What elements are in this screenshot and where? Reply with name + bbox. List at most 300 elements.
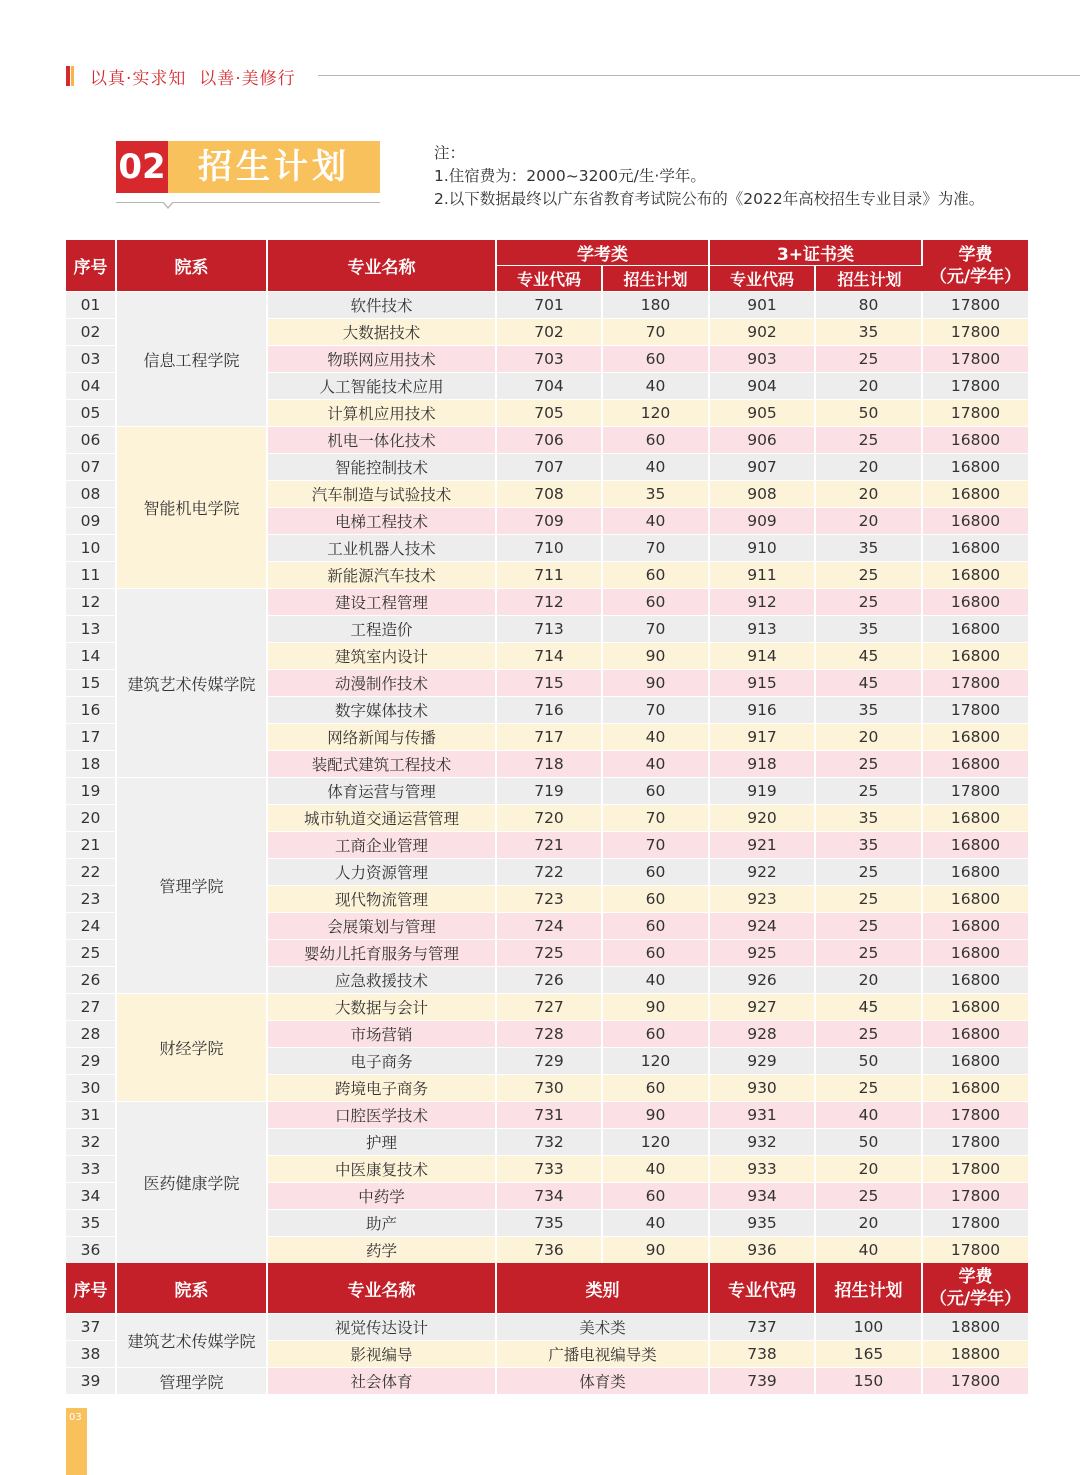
- category-cell: 美术类: [497, 1313, 710, 1340]
- header-divider: [318, 75, 1080, 76]
- fee-cell: 17800: [923, 1128, 1028, 1155]
- seq-cell: 27: [66, 993, 117, 1020]
- seq-cell: 04: [66, 372, 117, 399]
- xuekao-code-cell: 718: [497, 750, 603, 777]
- xuekao-code-cell: 717: [497, 723, 603, 750]
- table-row: [66, 588, 1028, 615]
- certificate-plan-cell: 20: [816, 372, 923, 399]
- fee-cell: 16800: [923, 453, 1028, 480]
- seq-cell: 14: [66, 642, 117, 669]
- notes: [434, 142, 984, 211]
- xuekao-plan-cell: 70: [603, 615, 710, 642]
- table-row: [66, 993, 1028, 1020]
- header-group-xuekao: 学考类: [497, 240, 710, 265]
- xuekao-plan-cell: 60: [603, 588, 710, 615]
- certificate-code-cell: 913: [710, 615, 816, 642]
- xuekao-code-cell: 709: [497, 507, 603, 534]
- seq-cell: 30: [66, 1074, 117, 1101]
- fee-cell: 16800: [923, 561, 1028, 588]
- certificate-plan-cell: 45: [816, 669, 923, 696]
- certificate-plan-cell: 25: [816, 777, 923, 804]
- header-dept: 院系: [117, 240, 268, 291]
- fee-cell: 17800: [923, 1367, 1028, 1394]
- seq-cell: 06: [66, 426, 117, 453]
- major-cell: 护理: [268, 1128, 497, 1155]
- certificate-plan-cell: 35: [816, 534, 923, 561]
- certificate-plan-cell: 25: [816, 750, 923, 777]
- certificate-code-cell: 932: [710, 1128, 816, 1155]
- major-cell: 智能控制技术: [268, 453, 497, 480]
- major-cell: 视觉传达设计: [268, 1313, 497, 1340]
- certificate-plan-cell: 80: [816, 291, 923, 318]
- xuekao-plan-cell: 90: [603, 669, 710, 696]
- fee-cell: 18800: [923, 1313, 1028, 1340]
- seq-cell: 22: [66, 858, 117, 885]
- seq-cell: 35: [66, 1209, 117, 1236]
- certificate-code-cell: 910: [710, 534, 816, 561]
- certificate-plan-cell: 40: [816, 1236, 923, 1263]
- major-cell: 计算机应用技术: [268, 399, 497, 426]
- certificate-plan-cell: 20: [816, 1209, 923, 1236]
- header-a-plan: 招生计划: [603, 265, 710, 291]
- certificate-code-cell: 924: [710, 912, 816, 939]
- header2-dept: 院系: [117, 1263, 268, 1313]
- seq-cell: 26: [66, 966, 117, 993]
- certificate-code-cell: 936: [710, 1236, 816, 1263]
- major-cell: 婴幼儿托育服务与管理: [268, 939, 497, 966]
- xuekao-code-cell: 714: [497, 642, 603, 669]
- xuekao-plan-cell: 120: [603, 1047, 710, 1074]
- dept-cell: 财经学院: [117, 993, 268, 1101]
- xuekao-plan-cell: 70: [603, 831, 710, 858]
- seq-cell: 05: [66, 399, 117, 426]
- certificate-plan-cell: 25: [816, 426, 923, 453]
- xuekao-code-cell: 716: [497, 696, 603, 723]
- xuekao-plan-cell: 60: [603, 1182, 710, 1209]
- certificate-code-cell: 919: [710, 777, 816, 804]
- major-cell: 市场营销: [268, 1020, 497, 1047]
- major-cell: 人工智能技术应用: [268, 372, 497, 399]
- xuekao-plan-cell: 40: [603, 723, 710, 750]
- xuekao-code-cell: 712: [497, 588, 603, 615]
- page-number: 03: [69, 1412, 82, 1423]
- certificate-code-cell: 930: [710, 1074, 816, 1101]
- slogan-accent-bar: [66, 66, 74, 86]
- certificate-code-cell: 914: [710, 642, 816, 669]
- fee-cell: 17800: [923, 372, 1028, 399]
- fee-cell: 16800: [923, 588, 1028, 615]
- seq-cell: 28: [66, 1020, 117, 1047]
- seq-cell: 39: [66, 1367, 117, 1394]
- xuekao-code-cell: 728: [497, 1020, 603, 1047]
- fee-cell: 16800: [923, 534, 1028, 561]
- seq-cell: 11: [66, 561, 117, 588]
- seq-cell: 01: [66, 291, 117, 318]
- xuekao-code-cell: 729: [497, 1047, 603, 1074]
- xuekao-plan-cell: 40: [603, 507, 710, 534]
- major-cell: 机电一体化技术: [268, 426, 497, 453]
- xuekao-code-cell: 725: [497, 939, 603, 966]
- seq-cell: 08: [66, 480, 117, 507]
- major-cell: 城市轨道交通运营管理: [268, 804, 497, 831]
- seq-cell: 02: [66, 318, 117, 345]
- header2-plan: 招生计划: [816, 1263, 923, 1313]
- xuekao-plan-cell: 60: [603, 561, 710, 588]
- fee-cell: 16800: [923, 912, 1028, 939]
- major-cell: 大数据技术: [268, 318, 497, 345]
- seq-cell: 20: [66, 804, 117, 831]
- xuekao-code-cell: 704: [497, 372, 603, 399]
- major-cell: 建设工程管理: [268, 588, 497, 615]
- fee-cell: 16800: [923, 939, 1028, 966]
- plan-cell: 165: [816, 1340, 923, 1367]
- dept-cell: 医药健康学院: [117, 1101, 268, 1263]
- note-2: 2.以下数据最终以广东省教育考试院公布的《2022年高校招生专业目录》为准。: [434, 190, 985, 208]
- xuekao-code-cell: 722: [497, 858, 603, 885]
- seq-cell: 17: [66, 723, 117, 750]
- section-underline: [116, 202, 380, 203]
- xuekao-plan-cell: 40: [603, 453, 710, 480]
- certificate-plan-cell: 20: [816, 1155, 923, 1182]
- header-major: 专业名称: [268, 240, 497, 291]
- header2-code: 专业代码: [710, 1263, 816, 1313]
- fee-cell: 16800: [923, 993, 1028, 1020]
- certificate-code-cell: 912: [710, 588, 816, 615]
- table-row: [66, 777, 1028, 804]
- major-cell: 会展策划与管理: [268, 912, 497, 939]
- seq-cell: 18: [66, 750, 117, 777]
- major-cell: 电梯工程技术: [268, 507, 497, 534]
- xuekao-code-cell: 727: [497, 993, 603, 1020]
- major-cell: 网络新闻与传播: [268, 723, 497, 750]
- dept-cell: 建筑艺术传媒学院: [117, 1313, 268, 1367]
- seq-cell: 29: [66, 1047, 117, 1074]
- seq-cell: 32: [66, 1128, 117, 1155]
- major-cell: 口腔医学技术: [268, 1101, 497, 1128]
- certificate-plan-cell: 45: [816, 642, 923, 669]
- major-cell: 现代物流管理: [268, 885, 497, 912]
- seq-cell: 31: [66, 1101, 117, 1128]
- certificate-code-cell: 929: [710, 1047, 816, 1074]
- seq-cell: 13: [66, 615, 117, 642]
- header-group-certificate: 3+证书类: [710, 240, 923, 265]
- major-cell: 中药学: [268, 1182, 497, 1209]
- certificate-plan-cell: 25: [816, 912, 923, 939]
- xuekao-code-cell: 734: [497, 1182, 603, 1209]
- certificate-plan-cell: 25: [816, 885, 923, 912]
- section-title: 招生计划: [168, 141, 380, 193]
- fee-cell: 16800: [923, 723, 1028, 750]
- seq-cell: 38: [66, 1340, 117, 1367]
- certificate-plan-cell: 35: [816, 696, 923, 723]
- fee-cell: 17800: [923, 345, 1028, 372]
- certificate-plan-cell: 25: [816, 1020, 923, 1047]
- certificate-plan-cell: 35: [816, 804, 923, 831]
- fee-cell: 17800: [923, 669, 1028, 696]
- seq-cell: 34: [66, 1182, 117, 1209]
- fee-cell: 17800: [923, 291, 1028, 318]
- major-cell: 汽车制造与试验技术: [268, 480, 497, 507]
- table2-body: [66, 1313, 1028, 1394]
- certificate-code-cell: 935: [710, 1209, 816, 1236]
- table-row: [66, 1101, 1028, 1128]
- fee-cell: 16800: [923, 831, 1028, 858]
- xuekao-code-cell: 736: [497, 1236, 603, 1263]
- table2-row: [66, 1367, 1028, 1394]
- table-row: [66, 426, 1028, 453]
- table2-header-row: [66, 1263, 1028, 1313]
- major-cell: 数字媒体技术: [268, 696, 497, 723]
- certificate-code-cell: 917: [710, 723, 816, 750]
- certificate-plan-cell: 45: [816, 993, 923, 1020]
- fee-cell: 16800: [923, 1047, 1028, 1074]
- major-cell: 工程造价: [268, 615, 497, 642]
- major-cell: 中医康复技术: [268, 1155, 497, 1182]
- category-cell: 体育类: [497, 1367, 710, 1394]
- xuekao-plan-cell: 40: [603, 966, 710, 993]
- certificate-plan-cell: 20: [816, 966, 923, 993]
- xuekao-code-cell: 732: [497, 1128, 603, 1155]
- header2-category: 类别: [497, 1263, 710, 1313]
- certificate-plan-cell: 50: [816, 1128, 923, 1155]
- xuekao-plan-cell: 35: [603, 480, 710, 507]
- xuekao-code-cell: 720: [497, 804, 603, 831]
- header-b-plan: 招生计划: [816, 265, 923, 291]
- fee-cell: 16800: [923, 642, 1028, 669]
- fee-cell: 16800: [923, 426, 1028, 453]
- seq-cell: 37: [66, 1313, 117, 1340]
- certificate-plan-cell: 20: [816, 723, 923, 750]
- xuekao-plan-cell: 70: [603, 318, 710, 345]
- plan-cell: 100: [816, 1313, 923, 1340]
- code-cell: 738: [710, 1340, 816, 1367]
- seq-cell: 23: [66, 885, 117, 912]
- xuekao-code-cell: 733: [497, 1155, 603, 1182]
- xuekao-plan-cell: 40: [603, 750, 710, 777]
- xuekao-plan-cell: 60: [603, 1074, 710, 1101]
- certificate-code-cell: 925: [710, 939, 816, 966]
- xuekao-code-cell: 711: [497, 561, 603, 588]
- seq-cell: 19: [66, 777, 117, 804]
- fee-cell: 16800: [923, 858, 1028, 885]
- header-a-code: 专业代码: [497, 265, 603, 291]
- seq-cell: 33: [66, 1155, 117, 1182]
- header2-seq: 序号: [66, 1263, 117, 1313]
- seq-cell: 12: [66, 588, 117, 615]
- dept-cell: 管理学院: [117, 777, 268, 993]
- certificate-plan-cell: 25: [816, 939, 923, 966]
- major-cell: 药学: [268, 1236, 497, 1263]
- xuekao-code-cell: 719: [497, 777, 603, 804]
- major-cell: 影视编导: [268, 1340, 497, 1367]
- xuekao-code-cell: 701: [497, 291, 603, 318]
- certificate-code-cell: 903: [710, 345, 816, 372]
- certificate-plan-cell: 25: [816, 1074, 923, 1101]
- dept-cell: 管理学院: [117, 1367, 268, 1394]
- header-b-code: 专业代码: [710, 265, 816, 291]
- certificate-plan-cell: 20: [816, 507, 923, 534]
- xuekao-plan-cell: 90: [603, 642, 710, 669]
- header-fee: 学费 （元/学年）: [923, 240, 1028, 291]
- certificate-plan-cell: 35: [816, 318, 923, 345]
- major-cell: 动漫制作技术: [268, 669, 497, 696]
- xuekao-code-cell: 735: [497, 1209, 603, 1236]
- major-cell: 工业机器人技术: [268, 534, 497, 561]
- certificate-plan-cell: 50: [816, 399, 923, 426]
- certificate-code-cell: 909: [710, 507, 816, 534]
- seq-cell: 21: [66, 831, 117, 858]
- xuekao-code-cell: 731: [497, 1101, 603, 1128]
- fee-cell: 16800: [923, 750, 1028, 777]
- note-1: 1.住宿费为：2000~3200元/生·学年。: [434, 167, 706, 185]
- dept-cell: 建筑艺术传媒学院: [117, 588, 268, 777]
- certificate-code-cell: 926: [710, 966, 816, 993]
- fee-cell: 17800: [923, 1101, 1028, 1128]
- table2-row: [66, 1313, 1028, 1340]
- xuekao-plan-cell: 180: [603, 291, 710, 318]
- major-cell: 人力资源管理: [268, 858, 497, 885]
- certificate-plan-cell: 35: [816, 831, 923, 858]
- fee-cell: 17800: [923, 1209, 1028, 1236]
- certificate-code-cell: 906: [710, 426, 816, 453]
- certificate-code-cell: 922: [710, 858, 816, 885]
- seq-cell: 09: [66, 507, 117, 534]
- certificate-code-cell: 920: [710, 804, 816, 831]
- major-cell: 软件技术: [268, 291, 497, 318]
- certificate-code-cell: 907: [710, 453, 816, 480]
- xuekao-code-cell: 708: [497, 480, 603, 507]
- fee-cell: 16800: [923, 615, 1028, 642]
- fee-cell: 17800: [923, 318, 1028, 345]
- enrollment-plan-table: [66, 240, 1028, 1394]
- certificate-code-cell: 927: [710, 993, 816, 1020]
- certificate-plan-cell: 20: [816, 453, 923, 480]
- xuekao-plan-cell: 70: [603, 696, 710, 723]
- fee-cell: 17800: [923, 1236, 1028, 1263]
- dept-cell: 智能机电学院: [117, 426, 268, 588]
- xuekao-plan-cell: 90: [603, 1236, 710, 1263]
- code-cell: 737: [710, 1313, 816, 1340]
- xuekao-code-cell: 723: [497, 885, 603, 912]
- certificate-code-cell: 934: [710, 1182, 816, 1209]
- major-cell: 电子商务: [268, 1047, 497, 1074]
- fee-cell: 16800: [923, 507, 1028, 534]
- xuekao-plan-cell: 60: [603, 939, 710, 966]
- plan-cell: 150: [816, 1367, 923, 1394]
- fee-cell: 17800: [923, 696, 1028, 723]
- certificate-code-cell: 905: [710, 399, 816, 426]
- xuekao-plan-cell: 120: [603, 1128, 710, 1155]
- seq-cell: 07: [66, 453, 117, 480]
- xuekao-code-cell: 713: [497, 615, 603, 642]
- xuekao-code-cell: 721: [497, 831, 603, 858]
- major-cell: 工商企业管理: [268, 831, 497, 858]
- seq-cell: 15: [66, 669, 117, 696]
- seq-cell: 10: [66, 534, 117, 561]
- xuekao-code-cell: 730: [497, 1074, 603, 1101]
- xuekao-code-cell: 702: [497, 318, 603, 345]
- fee-cell: 16800: [923, 966, 1028, 993]
- major-cell: 装配式建筑工程技术: [268, 750, 497, 777]
- certificate-plan-cell: 35: [816, 615, 923, 642]
- major-cell: 新能源汽车技术: [268, 561, 497, 588]
- xuekao-plan-cell: 60: [603, 345, 710, 372]
- xuekao-plan-cell: 40: [603, 372, 710, 399]
- fee-cell: 17800: [923, 1155, 1028, 1182]
- certificate-code-cell: 923: [710, 885, 816, 912]
- xuekao-plan-cell: 40: [603, 1155, 710, 1182]
- seq-cell: 36: [66, 1236, 117, 1263]
- table-body: [66, 291, 1028, 1263]
- category-cell: 广播电视编导类: [497, 1340, 710, 1367]
- certificate-code-cell: 916: [710, 696, 816, 723]
- xuekao-code-cell: 724: [497, 912, 603, 939]
- xuekao-plan-cell: 90: [603, 1101, 710, 1128]
- certificate-plan-cell: 25: [816, 345, 923, 372]
- header-seq: 序号: [66, 240, 117, 291]
- certificate-code-cell: 904: [710, 372, 816, 399]
- fee-cell: 17800: [923, 399, 1028, 426]
- major-cell: 大数据与会计: [268, 993, 497, 1020]
- major-cell: 应急救援技术: [268, 966, 497, 993]
- xuekao-plan-cell: 60: [603, 912, 710, 939]
- xuekao-plan-cell: 70: [603, 804, 710, 831]
- xuekao-code-cell: 703: [497, 345, 603, 372]
- header2-fee: 学费 （元/学年）: [923, 1263, 1028, 1313]
- xuekao-plan-cell: 60: [603, 426, 710, 453]
- certificate-code-cell: 911: [710, 561, 816, 588]
- xuekao-plan-cell: 60: [603, 777, 710, 804]
- major-cell: 助产: [268, 1209, 497, 1236]
- xuekao-plan-cell: 90: [603, 993, 710, 1020]
- certificate-code-cell: 928: [710, 1020, 816, 1047]
- xuekao-code-cell: 715: [497, 669, 603, 696]
- certificate-plan-cell: 25: [816, 561, 923, 588]
- certificate-plan-cell: 50: [816, 1047, 923, 1074]
- fee-cell: 16800: [923, 885, 1028, 912]
- certificate-code-cell: 921: [710, 831, 816, 858]
- certificate-code-cell: 901: [710, 291, 816, 318]
- certificate-code-cell: 931: [710, 1101, 816, 1128]
- seq-cell: 24: [66, 912, 117, 939]
- xuekao-code-cell: 710: [497, 534, 603, 561]
- certificate-code-cell: 915: [710, 669, 816, 696]
- major-cell: 物联网应用技术: [268, 345, 497, 372]
- fee-cell: 18800: [923, 1340, 1028, 1367]
- section-number: 02: [116, 141, 168, 193]
- major-cell: 跨境电子商务: [268, 1074, 497, 1101]
- certificate-plan-cell: 40: [816, 1101, 923, 1128]
- certificate-plan-cell: 25: [816, 858, 923, 885]
- table-header-row: [66, 240, 1028, 265]
- major-cell: 社会体育: [268, 1367, 497, 1394]
- fee-cell: 17800: [923, 777, 1028, 804]
- note-heading: 注：: [434, 144, 466, 162]
- dept-cell: 信息工程学院: [117, 291, 268, 426]
- header2-major: 专业名称: [268, 1263, 497, 1313]
- seq-cell: 03: [66, 345, 117, 372]
- certificate-plan-cell: 25: [816, 588, 923, 615]
- certificate-code-cell: 918: [710, 750, 816, 777]
- xuekao-code-cell: 726: [497, 966, 603, 993]
- xuekao-code-cell: 707: [497, 453, 603, 480]
- code-cell: 739: [710, 1367, 816, 1394]
- xuekao-code-cell: 706: [497, 426, 603, 453]
- section-title-box: [116, 141, 380, 193]
- major-cell: 建筑室内设计: [268, 642, 497, 669]
- fee-cell: 16800: [923, 804, 1028, 831]
- xuekao-code-cell: 705: [497, 399, 603, 426]
